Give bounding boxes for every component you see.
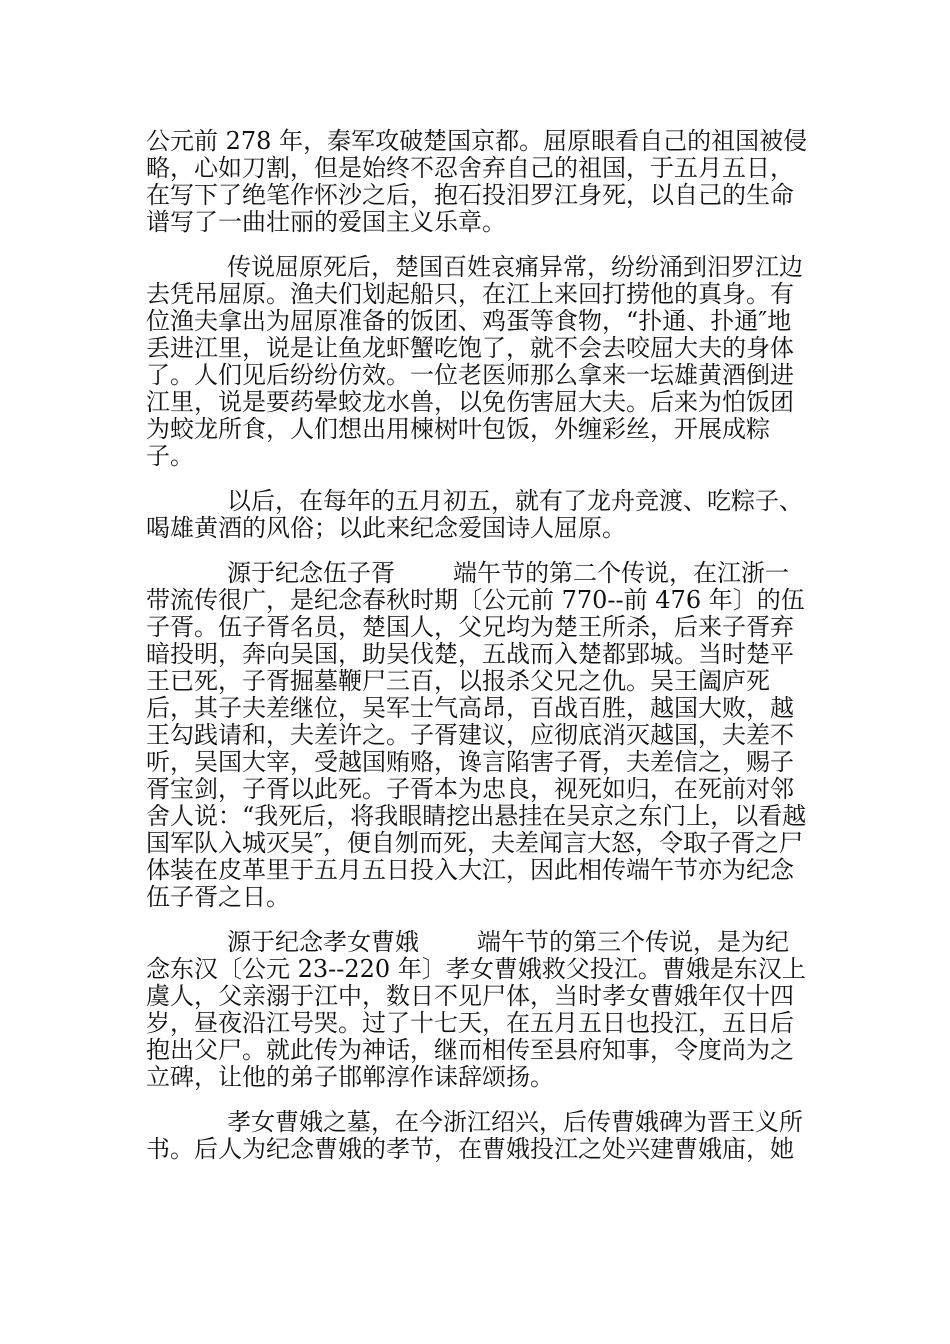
section-heading-cao-e: 源于纪念孝女曹娥	[227, 928, 419, 956]
paragraph-customs: 以后，在每年的五月初五，就有了龙舟竞渡、吃粽子、喝雄黄酒的风俗；以此来纪念爱国诗人屈原。	[146, 487, 803, 542]
section-wu-zixu	[146, 560, 810, 911]
document-body	[146, 128, 810, 1181]
section-body-cao-e: 端午节的第三个传说，是为纪念东汉〔公元 23--220 年〕孝女曹娥救父投江。曹娥是东汉上虞人，父亲溺于江中，数日不见尸体，当时孝女曹娥年仅十四岁，昼夜沿江号哭。过了十七天，在五月五日也投江，五日后抱出父尸。就此传为神话，继而相传至县府知事，令度尚为之立碑，让他的弟子邯郸淳作诔辞颂扬。	[146, 928, 806, 1091]
paragraph-legend-fishermen: 传说屈原死后，楚国百姓哀痛异常，纷纷涌到汨罗江边去凭吊屈原。渔夫们划起船只，在江上来回打捞他的真身。有位渔夫拿出为屈原准备的饭团、鸡蛋等食物，“扑通、扑通″地丢进江里，说是让鱼龙虾蟹吃饱了，就不会去咬屈大夫的身体了。人们见后纷纷仿效。一位老医师那么拿来一坛雄黄酒倒进江里，说是要药晕蛟龙水兽，以免伤害屈大夫。后来为怕饭团为蛟龙所食，人们想出用楝树叶包饭，外缠彩丝，开展成粽子。	[146, 253, 803, 470]
paragraph-cao-e-tomb: 孝女曹娥之墓，在今浙江绍兴，后传曹娥碑为晋王义所书。后人为纪念曹娥的孝节，在曹娥投江之处兴建曹娥庙，她	[146, 1108, 803, 1163]
paragraph-qu-yuan-death: 公元前 278 年，秦军攻破楚国京都。屈原眼看自己的祖国被侵略，心如刀割，但是始终不忍舍弃自己的祖国，于五月五日，在写下了绝笔作怀沙之后，抱石投汨罗江身死，以自己的生命谱写了一曲壮丽的爱国主义乐章。	[146, 127, 808, 236]
section-cao-e	[146, 929, 810, 1091]
section-body-wu-zixu: 端午节的第二个传说，在江浙一带流传很广，是纪念春秋时期〔公元前 770--前 476 年〕的伍子胥。伍子胥名员，楚国人，父兄均为楚王所杀，后来子胥弃暗投明，奔向吴国，助吴伐楚，五战而入楚都郢城。当时楚平王已死，子胥掘墓鞭尸三百，以报杀父兄之仇。吴王阖庐死后，其子夫差继位，吴军士气高昂，百战百胜，越国大败，越王勾践请和，夫差许之。子胥建议，应彻底消灭越国，夫差不听，吴国大宰，受越国贿赂，谗言陷害子胥，夫差信之，赐子胥宝剑，子胥以此死。子胥本为忠良，视死如归，在死前对邻舍人说：“我死后，将我眼睛挖出悬挂在吴京之东门上，以看越国军队入城灭吴″，便自刎而死，夫差闻言大怒，令取子胥之尸体装在皮革里于五月五日投入大江，因此相传端午节亦为纪念伍子胥之日。	[146, 559, 807, 911]
section-heading-wu-zixu: 源于纪念伍子胥	[227, 559, 395, 587]
